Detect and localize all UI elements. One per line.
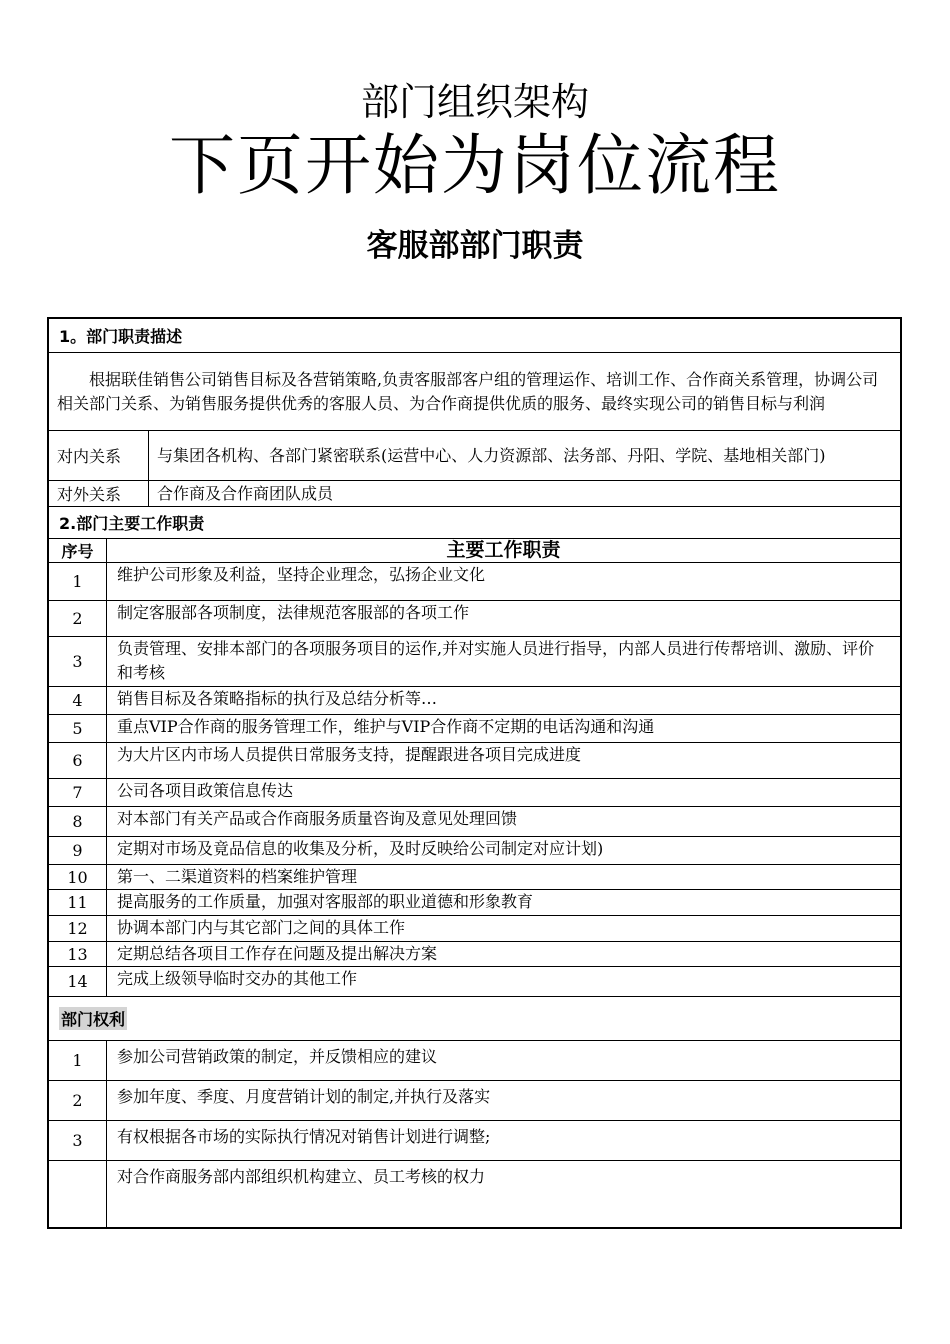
duty-text: 制定客服部各项制度，法律规范客服部的各项工作: [117, 603, 470, 622]
table-row: [49, 967, 900, 997]
external-relations-value: 合作商及合作商团队成员: [157, 483, 334, 503]
duty-number: 2: [49, 601, 107, 636]
duty-number: 5: [49, 715, 107, 742]
duty-text: 负责管理、安排本部门的各项服务项目的运作,并对实施人员进行指导，内部人员进行传帮培训、激励、评价和考核: [117, 639, 875, 682]
description-row: [49, 353, 900, 431]
internal-relations-row: [49, 431, 900, 481]
table-row: [49, 1161, 900, 1229]
duty-number: 7: [49, 779, 107, 806]
table-row: [49, 1041, 900, 1081]
duties-table: [47, 317, 902, 1229]
duty-text: 定期对市场及竟品信息的收集及分析，及时反映给公司制定对应计划): [117, 839, 604, 858]
page-title-dept-duties: 客服部部门职责: [366, 228, 584, 264]
duty-number: 11: [49, 890, 107, 915]
col-header-duty: 主要工作职责: [446, 539, 561, 561]
table-row: [49, 807, 900, 837]
right-text: 参加公司营销政策的制定，并反馈相应的建议: [117, 1047, 438, 1066]
table-row: [49, 563, 900, 601]
right-text: 有权根据各市场的实际执行情况对销售计划进行调整;: [117, 1127, 491, 1146]
duty-text: 定期总结各项目工作存在问题及提出解决方案: [117, 944, 438, 963]
duty-number: 3: [49, 637, 107, 686]
duty-number: 1: [49, 563, 107, 600]
table-row: [49, 601, 900, 637]
duties-column-header: [49, 539, 900, 563]
section-1-title: 1。部门职责描述: [59, 327, 183, 346]
duty-number: 8: [49, 807, 107, 836]
section-2-header: [49, 507, 900, 539]
table-row: [49, 865, 900, 890]
duty-number: 9: [49, 837, 107, 864]
duty-text: 维护公司形象及利益，坚持企业理念，弘扬企业文化: [117, 565, 486, 584]
table-row: [49, 743, 900, 779]
department-description: 根据联佳销售公司销售目标及各营销策略,负责客服部客户组的管理运作、培训工作、合作商关系管理，协调公司相关部门关系、为销售服务提供优秀的客服人员、为合作商提供优质的服务、最终实现公司的销售目标与利润: [57, 369, 879, 413]
duty-text: 为大片区内市场人员提供日常服务支持，提醒跟进各项目完成进度: [117, 745, 582, 764]
internal-relations-label: 对内关系: [49, 431, 149, 480]
table-row: [49, 637, 900, 687]
duty-number: 14: [49, 967, 107, 996]
duty-number: 13: [49, 942, 107, 966]
external-relations-row: [49, 481, 900, 507]
external-relations-label: 对外关系: [49, 481, 149, 506]
duty-text: 销售目标及各策略指标的执行及总结分析等…: [117, 689, 438, 708]
duty-text: 协调本部门内与其它部门之间的具体工作: [117, 918, 406, 937]
section-2-title: 2.部门主要工作职责: [59, 514, 205, 533]
duty-text: 公司各项目政策信息传达: [117, 781, 294, 800]
page-title-org-structure: 部门组织架构: [360, 80, 589, 124]
duty-text: 完成上级领导临时交办的其他工作: [117, 969, 358, 988]
page-title-process: 下页开始为岗位流程: [169, 127, 781, 204]
right-text: 对合作商服务部内部组织机构建立、员工考核的权力: [117, 1167, 486, 1186]
section-1-header: [49, 319, 900, 353]
table-row: [49, 837, 900, 865]
right-number: 2: [49, 1081, 107, 1120]
col-header-number: 序号: [49, 539, 107, 562]
duty-number: 4: [49, 687, 107, 714]
right-text: 参加年度、季度、月度营销计划的制定,并执行及落实: [117, 1087, 491, 1106]
table-row: [49, 1081, 900, 1121]
duty-text: 对本部门有关产品或合作商服务质量咨询及意见处理回馈: [117, 809, 518, 828]
table-row: [49, 715, 900, 743]
table-row: [49, 916, 900, 942]
internal-relations-value: 与集团各机构、各部门紧密联系(运营中心、人力资源部、法务部、丹阳、学院、基地相关部门): [157, 445, 826, 465]
table-row: [49, 687, 900, 715]
right-number: 1: [49, 1041, 107, 1080]
table-row: [49, 890, 900, 916]
duty-number: 10: [49, 865, 107, 889]
duty-text: 提高服务的工作质量，加强对客服部的职业道德和形象教育: [117, 892, 534, 911]
right-number: [49, 1161, 107, 1227]
section-3-title: 部门权利: [59, 1007, 127, 1030]
duty-text: 第一、二渠道资料的档案维护管理: [117, 867, 358, 886]
right-number: 3: [49, 1121, 107, 1160]
duty-number: 12: [49, 916, 107, 941]
table-row: [49, 779, 900, 807]
section-3-header: [49, 997, 900, 1041]
table-row: [49, 1121, 900, 1161]
duty-number: 6: [49, 743, 107, 778]
duty-text: 重点VIP合作商的服务管理工作，维护与VIP合作商不定期的电话沟通和沟通: [117, 717, 655, 736]
table-row: [49, 942, 900, 967]
